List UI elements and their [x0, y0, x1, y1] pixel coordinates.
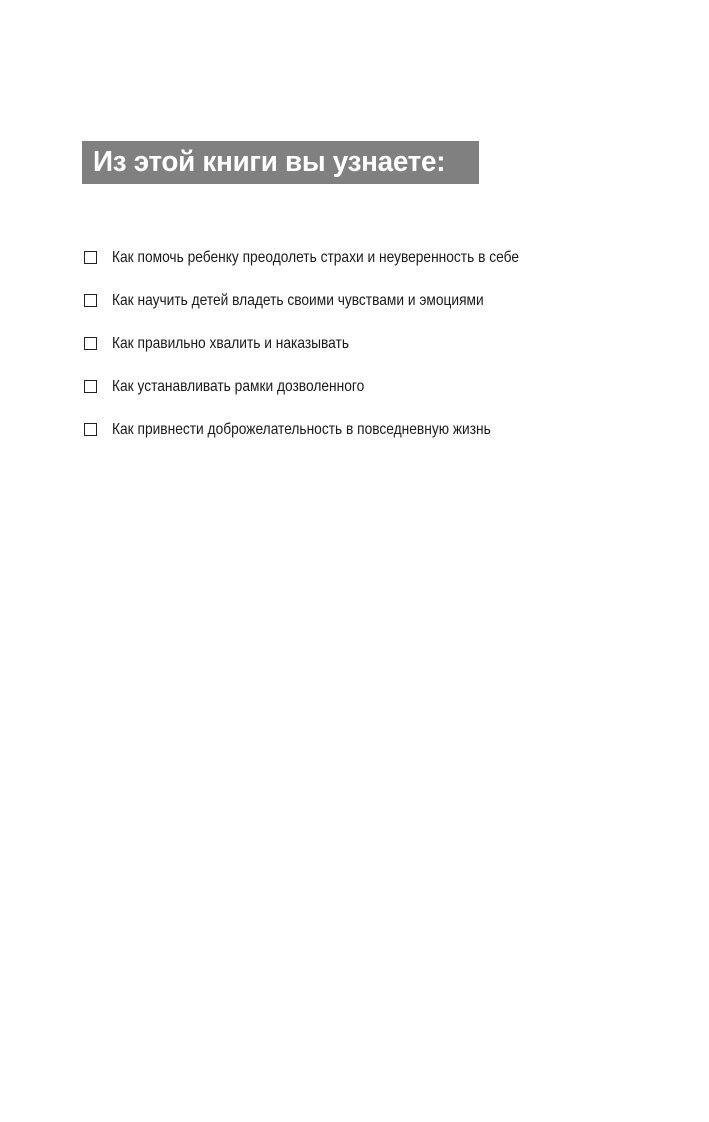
checklist-item — [84, 322, 585, 365]
checklist-item — [84, 279, 585, 322]
page-title: Из этой книги вы узнаете: — [93, 146, 446, 178]
heading-banner — [82, 141, 479, 184]
checklist-item-label: Как устанавливать рамки дозволенного — [112, 377, 365, 395]
checklist-item-label: Как помочь ребенку преодолеть страхи и неуверенность в себе — [112, 248, 519, 266]
checkbox-icon[interactable] — [84, 423, 97, 436]
checkbox-icon[interactable] — [84, 251, 97, 264]
checklist-item — [84, 408, 585, 451]
checklist-item-label: Как научить детей владеть своими чувствами и эмоциями — [112, 291, 484, 309]
checkbox-icon[interactable] — [84, 337, 97, 350]
checkbox-icon[interactable] — [84, 380, 97, 393]
checklist-item — [84, 365, 585, 408]
checklist-item — [84, 236, 585, 279]
checkbox-icon[interactable] — [84, 294, 97, 307]
checklist — [84, 236, 585, 451]
checklist-item-label: Как правильно хвалить и наказывать — [112, 334, 349, 352]
checklist-item-label: Как привнести доброжелательность в повседневную жизнь — [112, 420, 491, 438]
